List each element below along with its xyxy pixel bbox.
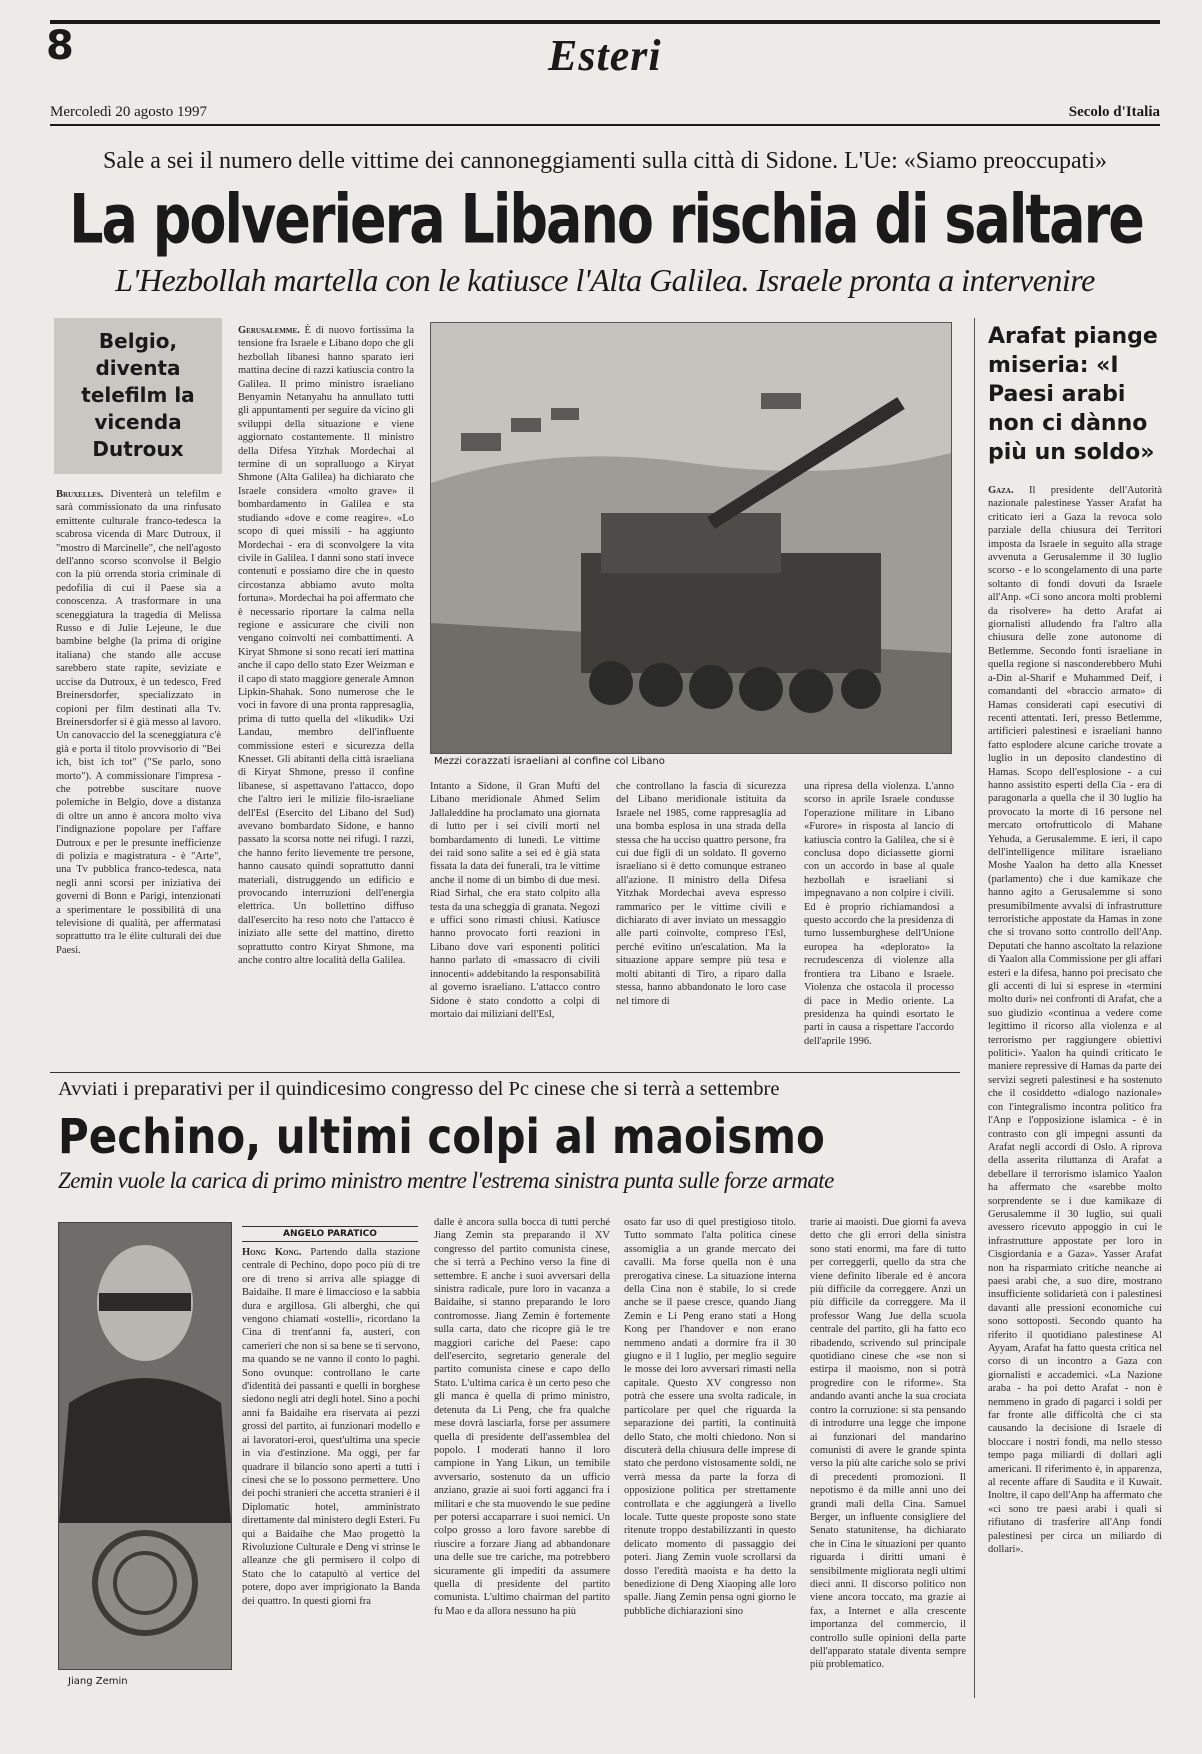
article-text: È di nuovo fortissima la tensione fra Israele e Libano dopo che gli hezbollah libanesi hanno sparato ieri mattina decine di razzi katiuscia contro la Galilea. Il primo ministro israeliano Benyamin Netanyahu ha annullato tutti gli appuntamenti per seguire da vicino gli sviluppi della situazione e viene aggiornato costantemente. Il ministro della Difesa Yitzhak Mordechai al termine di un sopralluogo a Kiryat Shmone (Alta Galilea) ha dichiarato che Israele considera «molto grave» il bombardamento in Galilea e sta studiando «dove e come reagire». «Lo scopo di quei missili - ha aggiunto Mordechai - era di sconvolgere la vita civile in Galilea. I danni sono stati invece contenuti e possiamo dire che in questo circostanza abbiamo avuto molta fortuna». Mordechai ha poi affermato che è necessario riportare la calma nella regione e assicurare che civili non vengano coinvolti nei combattimenti. A Kiryat Shmone si sono recati ieri mattina anche il capo dello stato Ezer Weizman e il capo di stato maggiore generale Amnon Lipkin-Shahak. Sono numerose che le voci in favore di una pronta rappresaglia, prima di tutto quella del «likudik» Uzi Landau, membro dell'influente commissione esteri e sicurezza della Knesset. Gli abitanti della città israeliana di Kiryat Shmone, presso il confine libanese, si aspettavano l'attacco, dopo che l'altro ieri le milizie filo-israeliane dell'Esl (Esercito del Libano del Sud) avevano bombardato Sidone, e hanno passato la scorsa notte nei rifugi. I razzi, che hanno ferito lievemente tre persone, hanno causato quindi soprattutto danni materiali, distruggendo un edificio e provocando interruzioni dell'energia elettrica. Un bollettino diffuso dall'esercito ha reso noto che l'attacco è iniziato alle sette del mattino, diretto soprattutto contro Kiryat Shmone, ma anche contro altre località della Galilea. (238, 325, 414, 967)
byline: ANGELO PARATICO (242, 1226, 418, 1242)
second-headline: Pechino, ultimi colpi al maoismo (58, 1108, 825, 1165)
tank-photo (430, 322, 952, 754)
main-article-column-1 (238, 324, 414, 1054)
sidebar-right-body (988, 484, 1162, 1680)
portrait-caption: Jiang Zemin (68, 1676, 128, 1687)
second-subheadline: Zemin vuole la carica di primo ministro mentre l'estrema sinistra punta sulle forze armate (58, 1168, 834, 1193)
section-title: Esteri (548, 31, 662, 80)
second-article-column-3: osato far uso di quel prestigioso titolo. Tutto sommato l'alta politica cinese assomiglia a un grande mercato dei cavalli. Ma forse quella non è una prerogativa cinese. La situazione interna della Cina non è stabile, lo si crede anche se il paese cresce, quando Jiang Zemin e Li Peng erano stati a Hong Kong per l'handover e non erano nemmeno andati a dormire fra il 30 giugno e il 1 luglio, per meglio seguire le mosse dei loro avversari rimasti nella capitale. Questo XV congresso non potrà che essere una svolta radicale, in particolare per quel che riguarda la separazione dei partiti, la continuità dello Stato, che molti chiedono. Non si discuterà della chiusura delle imprese di stato che perdono vistosamente soldi, ne verrà messa da parte la forza di opposizione politica per strettamente controllata e che aggiungerà a livello locale. Tutte queste proposte sono state ritenute troppo destabilizzanti in questo delicato momento di passaggio dei poteri. Jiang Zemin vuole scrollarsi da dosso l'eredità maoista e ha detto la benedizione di Deng Xiaoping alle loro spalle. Jiang Zemin pensa ogni giorno le pubbliche dichiarazioni sino (624, 1217, 796, 1617)
tank-illustration (431, 323, 951, 753)
article-text: Diventerà un telefilm e sarà commissionato da una rinfusato emittente culturale franco-tedesca la scabrosa vicenda di Marc Dutroux, il "mostro di Marcinelle", che nell'agosto dell'anno scorso sconvolse il Belgio con la più orrenda storia criminale di pedofilia di cui il Paese sia a conoscenza. A trasformare in una sceneggiatura la tragedia di Melissa Russo e di Julie Lejeune, le due bambine belghe (la prima di origine italiana) che stando alle accuse sarebbero state rapite, seviziate e uccise da Dutroux, è un tedesco, Fred Breinersdorfer, specializzato in copioni per film destinati alla Tv. Breinersdorfer si è già messo al lavoro. Un canovaccio del la sceneggiatura c'è già e porta il titolo provvisorio di "Bei ich, bist ich tot" ("Se parlo, sono morto"). A commissionare l'impresa - che potrebbe suscitare nuove polemiche in Belgio, dove a distanza di oltre un anno è ancora molto viva l'indignazione popolare per l'affare Dutroux e per le presunte inefficienze di polizia e magistratura - è "Arte", una Tv pubblica franco-tedesca, nata negli anni scorsi per iniziativa dei governi di Bonn e Parigi, intenzionati a sperimentare le possibilità di una televisione di qualità, per affermatasi soprattutto tra le élite culturali dei due Paesi. (56, 489, 221, 956)
top-rule (50, 20, 1160, 24)
publication-date: Mercoledì 20 agosto 1997 (50, 104, 208, 120)
article-text: Partendo dalla stazione centrale di Pechino, dopo poco più di tre ore di treno si arriva alle spiagge di Baidaihe. Il mare è limaccioso e la sabbia dura e argillosa. Gli alberghi, che qui vengono chiamati «ostelli», ricordano la Cina di trent'anni fa, austeri, con camerieri che non si sa bene se ti servono, ma quando se ne vanno il conto lo paghi. Sono ovunque: controllano le carte d'identità dei passanti e quelli in borghese siedono negli atri degli hotel. Sino a pochi anni fa Baidaihe era riservata ai pezzi grossi del partito, ai funzionari modello e ai lavoratori-eroi, quest'ultima una specie in via d'estinzione. Ma oggi, per far quadrare il bilancio sono aperti a tutti i cinesi che se lo possono permettere. Uno dei pochi stranieri che accetta stranieri è il Diplomatic hotel, amministrato direttamente dal ministero degli Esteri. Fu qui a Baidaihe che Mao progettò la Rivoluzione Culturale e Deng vi strinse le alleanze che gli permisero il colpo di Stato che lo catapultò al vertice del potere, dopo aver imprigionato la Banda dei quattro. In questi giorni fra (242, 1247, 420, 1607)
dateline-lead: Gaza. (988, 485, 1014, 496)
article-text: Il presidente dell'Autorità nazionale palestinese Yasser Arafat ha criticato ieri a Gaza la revoca solo parziale della chiusura dei Territori imposta da Israele in seguito alla strage avvenuta a Gerusalemme il 30 luglio scorso - e lo scongelamento di una parte soltanto di fondi dovuti da Israele all'Anp. «Ci sono ancora molti problemi da risolvere» ha detto Arafat ai giornalisti alludendo fra l'altro alla chiusura delle zone autonome di Betlemme. Secondo fonti israeliane in quella regione si nasconderebbero Muhi a-Din al-Sharif e Muhammed Deif, i comandanti del «braccio armato» di Hamas considerati capi esecutivi di recenti attentati. Ieri, presso Betlemme, artificieri palestinesi e israeliani hanno fatto esplodere alcune cariche trovate a luglio in un deposito clandestino di Hamas. Scopo dell'esplosione - a cui hanno assistito esperti della Cia - era di paragonarla a quella che il 30 luglio ha provocato la morte di 16 persone nel mercato ortofrutticolo di Mahane Yehuda, a Gerusalemme. E ieri, il capo dell'intelligence militare israeliano Moshe Yaalon ha detto alla Knesset (parlamento) che i due kamikaze che hanno agito a Gerusalemme si sono presumibilmente avvalsi di infrastrutture terroristiche appostate da Hamas in zone che si trovano sotto controllo dell'Anp. Deputati che hanno ascoltato la relazione di Yaalon alla Commissione per gli affari esteri e la difesa, hanno poi precisato che gli accenti di lui si esprese in «termini molto duri» nei confronti di Arafat, che a suo giudizio «continua a vedere come legittimo il ricorso alla violenza e al terrorismo per raggiungere obiettivi politici». Yaalon ha quindi criticato le maniere repressive di Hamas da parte dei servizi segreti palestinesi e ha sostenuto che il cosiddetto «dialogo nazionale» con l'integralismo incontra politico fra l'Anp e l'opposizione islamica - è in contrasto con gli impegni assunti da Arafat negli accordi di Oslo. A riprova della asserita riluttanza di Arafat a debellare il terrorismo islamico Yaalon ha affermato che «sarebbe molto sorprendente se i due kamikaze di Gerusalemme il 30 luglio, sui quali avessero ricevuto appoggio in cui le infrastrutture appostate per loro in Cisgiordania e a Gaza». Yasser Arafat non ha risparmiato critiche neanche ai paesi arabi che, a suo dire, mostrano insufficiente solidarietà con i palestinesi davanti alle pressioni economiche cui sono sottoposti. Secondo quanto ha riferito il quotidiano palestinese Al Ayyam, Arafat ha fatto questa critica nel corso di un incontro a Gaza con giornalisti e accademici. «La Nazione araba - ha poi detto Arafat - non è nemmeno in grado di pagarci i soldi per far fronte alle difficoltà che ci sta causando la decisione di Israele di bloccare i nostri fondi, ma nello stesso tempo paga miliardi di dollari agli americani. Il riferimento è, in apparenza, al recente affare di Saudita e il Kuwait. Inoltre, il capo dell'Anp ha affermato che «ci sono tre paesi arabi i quali si rifiutano di trasferire all'Anp fondi palestinesi per circa un miliardo di dollari». (988, 485, 1162, 1556)
portrait-illustration (59, 1223, 231, 1669)
dateline-lead: Hong Kong. (242, 1247, 302, 1258)
sidebar-left-headline: Belgio, diventa telefilm la vicenda Dutroux (81, 329, 195, 461)
photo-caption: Mezzi corazzati israeliani al confine col Libano (434, 756, 665, 767)
dateline-lead: Bruxelles. (56, 489, 104, 500)
main-kicker: Sale a sei il numero delle vittime dei cannoneggiamenti sulla città di Sidone. L'Ue: «Siamo preoccupati» (102, 148, 1108, 174)
second-kicker: Avviati i preparativi per il quindicesimo congresso del Pc cinese che si terrà a settembre (58, 1078, 780, 1100)
main-subheadline: L'Hezbollah martella con le katiusce l'Alta Galilea. Israele pronta a intervenire (115, 262, 1095, 298)
second-article-column-1 (242, 1246, 420, 1686)
sidebar-left-body (56, 488, 221, 1058)
header-rule (50, 124, 1160, 126)
main-article-column-3: che controllano la fascia di sicurezza del Libano meridionale istituita da Israele nel 1985, come rappresaglia ad una bomba esplosa in una strada della stessa che ha ucciso quattro persone, fra cui due figli di un soldato. Il governo israeliano si è detto comunque estraneo all'azione. Il ministro della Difesa Yitzhak Mordechai aveva espresso rammarico per le vittime civili e dichiarato di aver inviato un messaggio alle parti coinvolte, compreso l'Esl, perché evitino un'escalation. Ma la situazione appare sempre più tesa e molti abitanti di Tiro, a riparo dalla stessa, hanno abbandonato le loro case nel timore di (616, 781, 786, 1007)
column-divider (974, 318, 975, 1698)
dateline-lead: Gerusalemme. (238, 325, 300, 336)
sidebar-right-headline: Arafat piange miseria: «I Paesi arabi non ci dànno più un soldo» (988, 324, 1158, 465)
main-article-column-2: Intanto a Sidone, il Gran Mufti del Libano meridionale Ahmed Selim Jallaleddine ha proclamato una giornata di lutto per i sei civili morti nel bombardamento di lunedì. Le vittime dei raid sono salite a sei ed è già stata fissata la data dei funerali, tra le vittime anche il nome di un bimbo di due mesi. Riad Sirhal, che era stato colpito alla testa da una scheggia di granata. Negozi e uffici sono rimasti chiusi. Katiusce hanno provocato forti reazioni in Libano dove vari esponenti politici hanno parlato di «massacro di civili innocenti» addebitando la responsabilità al governo israeliano. L'attacco contro Sidone è stato condotto a colpi di mortaio dai miliziani dell'Esl, (430, 781, 600, 1020)
main-article-column-4: una ripresa della violenza. L'anno scorso in aprile Israele condusse l'operazione militare in Libano «Furore» in risposta al lancio di katiuscia contro la Galilea, che si è conclusa dopo diciassette giorni con un accordo in base al quale hezbollah e israeliani si impegnavano a non colpire i civili. Ed è proprio richiamandosi a questo accordo che la presidenza di turno lussemburghese dell'Unione europea ha «deplorato» la recrudescenza di violenze alla frontiera tra Libano e Israele. Violenza che ostacola il processo di pace in Medio oriente. La presidenza ha quindi esortato le parti in causa a rispettare l'accordo dell'aprile 1996. (804, 781, 954, 1047)
portrait-photo (58, 1222, 232, 1670)
page-number: 8 (46, 23, 74, 69)
main-headline: La polveriera Libano rischia di saltare (69, 180, 1143, 259)
second-article-column-2: dalle è ancora sulla bocca di tutti perché Jiang Zemin sta preparando il XV congresso del partito comunista cinese, che si terrà a Pechino verso la fine di settembre. E anche i suoi avversari della sinistra radicale, pure loro in vacanza a Baidaihe, si stanno preparando le loro contromosse. Jiang Zemin è fortemente sulla carta, dato che ricopre già le tre maggiori cariche del Paese: capo dell'esercito, segretario generale del partito comunista cinese e capo dello Stato. L'ultima carica è un certo peso che gli manca è quella di primo ministro, detenuta da Li Peng, che fra qualche mese dovrà lasciarla, forse per assumere quella di presidente dell'assemblea del popolo. I moderati hanno il loro campione in Yang Likun, un temibile avversario, sostenuto da un ufficio anziano, grazie ai suoi forti agganci fra i militari e che sta muovendo le sue pedine per potersi accaparrare i suoi nemici. Un colpo grosso a loro favore sarebbe di riuscire a forzare Jiang ad abbandonare una delle sue tre cariche, ma potrebbero sicuramente gli impediti da assumere quella di presidente del partito comunista. L'ultimo chairman del partito fu Mao e da allora nessuno ha più (434, 1217, 610, 1617)
story-divider (50, 1072, 960, 1073)
second-article-column-4: trarie ai maoisti. Due giorni fa aveva detto che gli errori della sinistra sono stati enormi, ma fare di tutto per correggerli, quello da stra che viene definito liberale ed è ancora più difficile da correggere. Anzi un più difficile da correggere. Ma il professor Wang Jue della scuola centrale del partito, gli ha fatto eco ribadendo, scrivendo sul principale quotidiano cinese che «se non si estirpa il maoismo, non si potrà progredire con le riforme». Sta andando avanti anche la sua crociata contro la corruzione: si sta pensando di introdurre una legge che impone ai funzionari del mandarino comunisti di avere le grande spinta verso la più alte cariche solo se privi di precedenti promozioni. Il nepotismo è da mille anni uno dei grandi mali della Cina. Samuel Berger, un influente consigliere del Senato statunitense, ha dichiarato che in Cina le situazioni per quanto riguarda i diritti umani è sensibilmente migliorata negli ultimi dieci anni. Il discorso politico non viene ancora toccato, ma grazie ai fax, a Internet e alla crescente importanza del commercio, il controllo sulle opinioni della parte dell'apparato statale diventa sempre più problematico. (810, 1217, 966, 1671)
newspaper-name: Secolo d'Italia (1068, 104, 1160, 120)
